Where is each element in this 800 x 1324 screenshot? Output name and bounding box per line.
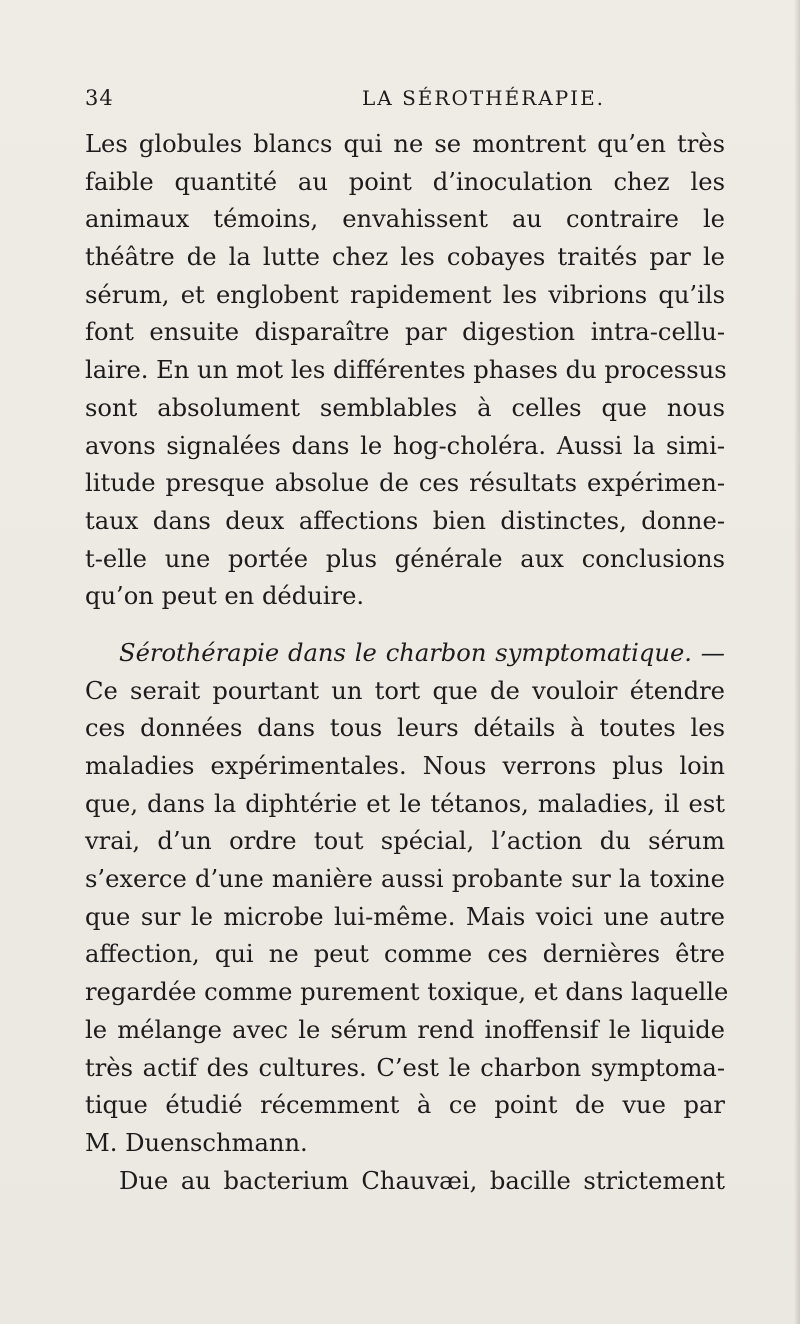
text-line: animaux témoins, envahissent au contraire le bbox=[85, 205, 725, 234]
text-line: Due au bacterium Chauvæi, bacille strictement bbox=[119, 1166, 725, 1195]
page-number: 34 bbox=[85, 86, 114, 110]
text-line: M. Duenschmann. bbox=[85, 1128, 308, 1157]
page-header bbox=[85, 86, 725, 122]
text-line: ces données dans tous leurs détails à toutes les bbox=[85, 714, 725, 743]
text-line: Ce serait pourtant un tort que de vouloir étendre bbox=[85, 676, 725, 705]
text-line: faible quantité au point d’inoculation chez les bbox=[85, 167, 725, 196]
text-line: tique étudié récemment à ce point de vue par bbox=[85, 1091, 725, 1120]
text-line: laire. En un mot les différentes phases du processus bbox=[85, 356, 727, 385]
text-line: taux dans deux affections bien distinctes, donne- bbox=[85, 506, 725, 535]
text-line: s’exerce d’une manière aussi probante sur la toxine bbox=[85, 865, 725, 894]
text-line: sérum, et englobent rapidement les vibrions qu’ils bbox=[85, 280, 725, 309]
text-line: font ensuite disparaître par digestion intra-cellu- bbox=[85, 318, 725, 347]
text-line: regardée comme purement toxique, et dans laquelle bbox=[85, 978, 729, 1007]
text-line: t-elle une portée plus générale aux conclusions bbox=[85, 544, 725, 573]
text-line: sont absolument semblables à celles que nous bbox=[85, 393, 725, 422]
paragraph-gap bbox=[85, 616, 725, 635]
text-line: le mélange avec le sérum rend inoffensif le liquide bbox=[85, 1015, 725, 1044]
text-line: Les globules blancs qui ne se montrent qu’en très bbox=[85, 130, 725, 158]
text-line: maladies expérimentales. Nous verrons plus loin bbox=[85, 752, 725, 780]
text-line: théâtre de la lutte chez les cobayes traités par le bbox=[85, 243, 725, 272]
text-line: litude presque absolue de ces résultats expérimen- bbox=[85, 469, 725, 498]
section-heading bbox=[85, 635, 725, 673]
text-line: qu’on peut en déduire. bbox=[85, 582, 365, 611]
text-line: très actif des cultures. C’est le charbon symptoma- bbox=[85, 1053, 725, 1082]
running-title: LA SÉROTHÉRAPIE. bbox=[362, 86, 606, 110]
body-text bbox=[85, 126, 729, 1200]
text-line: avons signalées dans le hog-choléra. Aussi la simi- bbox=[85, 431, 725, 460]
section-heading-text: Sérothérapie dans le charbon symptomatique. — bbox=[119, 638, 725, 667]
text-line: que, dans la diphtérie et le tétanos, maladies, il est bbox=[85, 789, 725, 818]
text-line: vrai, d’un ordre tout spécial, l’action du sérum bbox=[85, 827, 725, 856]
text-line: affection, qui ne peut comme ces dernières être bbox=[85, 940, 725, 969]
text-line: que sur le microbe lui-même. Mais voici une autre bbox=[85, 902, 725, 931]
page-edge-shadow bbox=[794, 0, 800, 1324]
